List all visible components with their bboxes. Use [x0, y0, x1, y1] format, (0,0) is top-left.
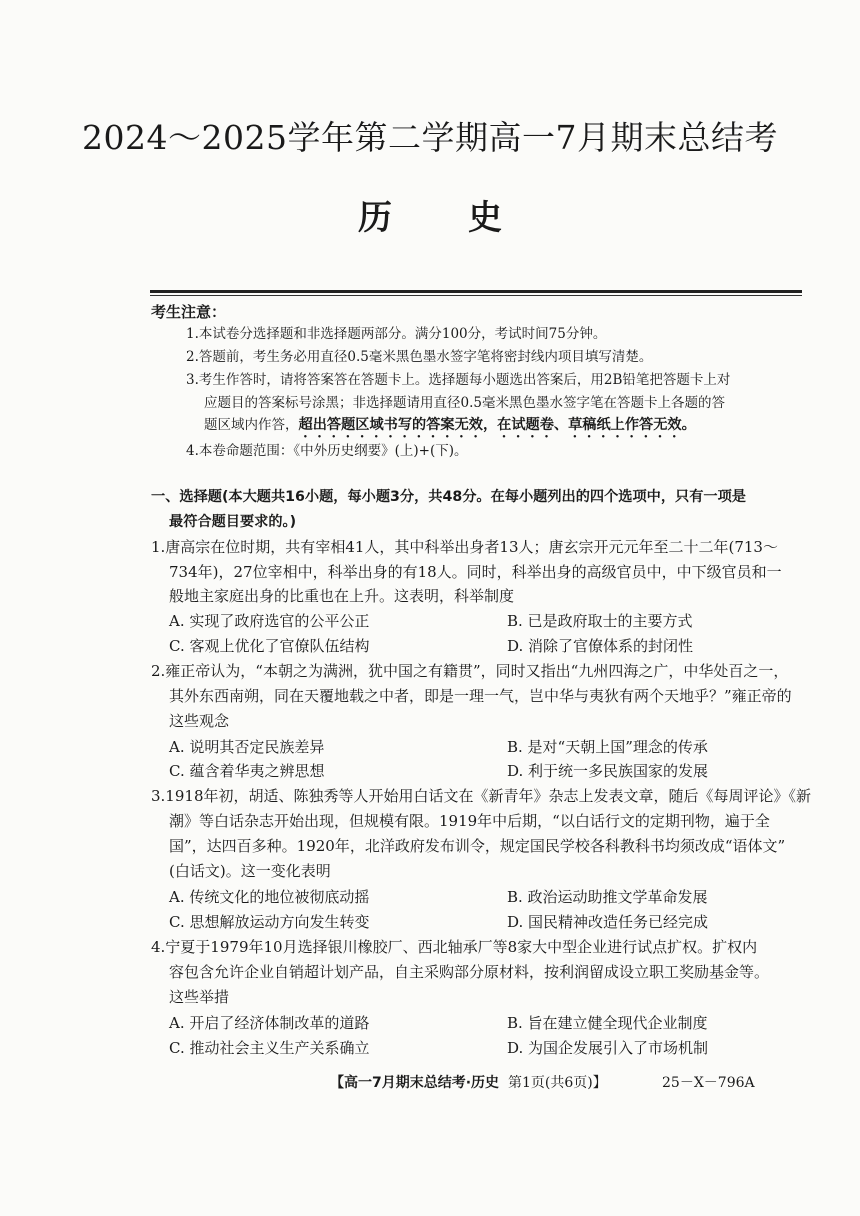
question-3-line: (白话文)。这一变化表明 [169, 862, 331, 880]
question-1-option-b: B. 已是政府取士的主要方式 [507, 612, 693, 630]
question-4-line: 容包含允许企业自销超计划产品，自主采购部分原材料，按利润留成设立职工奖励基金等。 [169, 963, 770, 981]
exam-title: 2024～2025学年第二学期高一7月期末总结考 [82, 118, 778, 157]
question-2-option-d: D. 利于统一多民族国家的发展 [507, 762, 709, 780]
notice-item: 1.本试卷分选择题和非选择题两部分。满分100分，考试时间75分钟。 [186, 326, 607, 342]
header-rule-thin [150, 295, 802, 296]
question-1-option-a: A. 实现了政府选官的公平公正 [169, 612, 370, 630]
question-1-line: 734年)，27位宰相中，科举出身的有18人。同时，科举出身的高级官员中，中下级官员和一 [169, 563, 782, 581]
section-heading-cont: 最符合题目要求的。) [169, 514, 297, 530]
footer-paper-code: 25－X－796A [662, 1075, 755, 1091]
section-heading: 一、选择题(本大题共16小题，每小题3分，共48分。在每小题列出的四个选项中，只有一项是 [151, 489, 746, 505]
question-3-line: 国”，达四百多种。1920年，北洋政府发布训令，规定国民学校各科教科书均须改成“语体文” [169, 837, 786, 855]
question-4-line: 4.宁夏于1979年10月选择银川橡胶厂、西北轴承厂等8家大中型企业进行试点扩权。扩权内 [151, 938, 758, 956]
header-rule-thick [150, 290, 802, 293]
question-1-line: 1.唐高宗在位时期，共有宰相41人，其中科举出身者13人；唐玄宗开元元年至二十二年(713～ [151, 538, 778, 556]
question-2-option-c: C. 蕴含着华夷之辨思想 [169, 762, 325, 780]
question-1-line: 般地主家庭出身的比重也在上升。这表明，科举制度 [169, 587, 515, 605]
notice-item: 应题目的答案标号涂黑；非选择题请用直径0.5毫米黑色墨水签字笔在答题卡上各题的答 [204, 395, 725, 411]
question-3-line: 3.1918年初，胡适、陈独秀等人开始用白话文在《新青年》杂志上发表文章，随后《每周评论》《新 [151, 787, 811, 805]
question-3-option-b: B. 政治运动助推文学革命发展 [507, 888, 708, 906]
question-3-option-c: C. 思想解放运动方向发生转变 [169, 913, 370, 931]
question-4-option-d: D. 为国企发展引入了市场机制 [507, 1039, 709, 1057]
footer-page-number: 第1页(共6页)】 [507, 1075, 607, 1091]
notice-warning: 超出答题区域书写的答案无效，在试题卷、草稿纸上作答无效。 [298, 417, 696, 433]
question-3-option-d: D. 国民精神改造任务已经完成 [507, 913, 709, 931]
question-2-line: 2.雍正帝认为，“本朝之为满洲，犹中国之有籍贯”，同时又指出“九州四海之广，中华处百之一， [151, 662, 789, 680]
question-3-line: 潮》等白话杂志开始出现，但规模有限。1919年中后期，“以白话行文的定期刊物，遍于全 [169, 812, 770, 830]
notice-item-plain: 题区域内作答， [204, 417, 299, 433]
notice-item: 4.本卷命题范围：《中外历史纲要》(上)+(下)。 [186, 443, 468, 459]
subject-title [0, 190, 860, 239]
notice-item: 2.答题前，考生务必用直径0.5毫米黑色墨水签字笔将密封线内项目填写清楚。 [186, 349, 653, 365]
notice-item [204, 413, 696, 441]
page-footer [330, 1072, 607, 1092]
question-1-option-c: C. 客观上优化了官僚队伍结构 [169, 637, 370, 655]
question-4-option-b: B. 旨在建立健全现代企业制度 [507, 1014, 708, 1032]
question-2-line: 这些观念 [169, 712, 230, 730]
notice-item: 3.考生作答时，请将答案答在答题卡上。选择题每小题选出答案后，用2B铅笔把答题卡上对 [186, 372, 731, 388]
footer-exam-name: 【高一7月期末总结考·历史 [330, 1075, 500, 1091]
question-4-option-a: A. 开启了经济体制改革的道路 [169, 1014, 370, 1032]
question-2-option-a: A. 说明其否定民族差异 [169, 738, 325, 756]
subject-char-2: 史 [468, 198, 502, 238]
question-1-option-d: D. 消除了官僚体系的封闭性 [507, 637, 694, 655]
question-2-option-b: B. 是对“天朝上国”理念的传承 [507, 738, 708, 756]
notice-heading: 考生注意： [151, 303, 227, 321]
subject-char-1: 历 [358, 198, 392, 238]
question-3-option-a: A. 传统文化的地位被彻底动摇 [169, 888, 370, 906]
question-4-option-c: C. 推动社会主义生产关系确立 [169, 1039, 370, 1057]
question-4-line: 这些举措 [169, 988, 230, 1006]
question-2-line: 其外东西南朔，同在天覆地载之中者，即是一理一气，岂中华与夷狄有两个天地乎？”雍正帝的 [169, 687, 792, 705]
